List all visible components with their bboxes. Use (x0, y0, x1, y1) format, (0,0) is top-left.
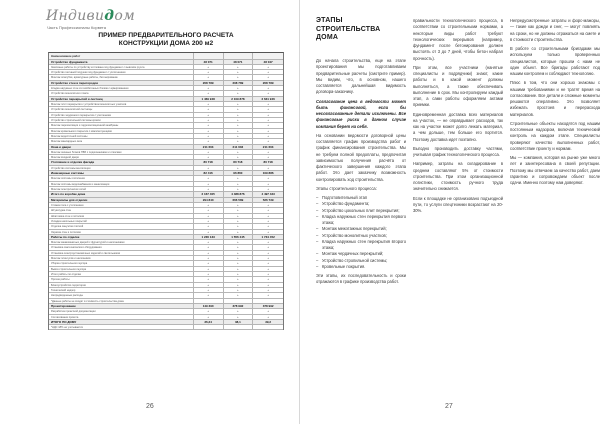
table-cell-name: Стяжка пола с утеплением (49, 203, 194, 207)
table-cell-name: Прочие работы (49, 277, 194, 281)
article-paragraph: Непредусмотренные затраты и форс-мажоры, — такие как дожди и снег, — могут повлиять на сроки, но не должны отражаться на смете и в стоимости строительства. (510, 18, 600, 42)
table-cell-value: + (267, 241, 269, 245)
table-cell-value: + (224, 283, 254, 287)
table-cell-value: 48 071 (194, 60, 224, 64)
list-item: – Устройство монолитных участков; (316, 233, 406, 239)
table-cell-name: Устройство монолитного пояса (49, 91, 194, 95)
table-cell-value: + (194, 65, 224, 69)
table-cell-value: + (267, 267, 269, 271)
table-cell-name: Кладка наружных стен из газобетонных блоков с армированием (49, 86, 194, 90)
table-cell-name: Монтаж входной двери (49, 155, 194, 159)
table-cell-name: Технический надзор (49, 288, 194, 292)
table-cell-name: ИТОГО ПО ДОМУ (49, 320, 194, 324)
table-cell-value (253, 53, 283, 59)
table-cell-name: Монтаж мансардных окон (49, 139, 194, 143)
table-cell-value: + (267, 65, 269, 69)
table-cell-value: + (267, 166, 269, 170)
table-cell-value: + (267, 257, 269, 261)
page-number: 26 (146, 403, 154, 410)
logo-tagline: Часть Профессионалы Корвета (47, 25, 106, 30)
table-cell-name: Согласование проекта (49, 315, 194, 319)
table-cell-value: + (267, 177, 269, 181)
table-cell-name: Благоустройство территории (49, 283, 194, 287)
table-cell-value: + (224, 65, 254, 69)
article-column-1 (316, 58, 406, 289)
table-cell-name: Проектирование (49, 304, 194, 308)
table-cell-value: + (224, 123, 254, 127)
table-cell-value: + (267, 140, 269, 144)
article-paragraph: Мы — компания, которая на рынке уже много лет и заинтересована в своей репутации. Поэтому мы отвечаем за качество работ, даем гарантию и сопровождаем объект после сдачи. Именно поэтому нам доверяют. (510, 155, 600, 185)
table-cell-value: + (194, 86, 224, 90)
table-cell-value: + (267, 262, 269, 266)
article-paragraph: Плюс в том, что они хорошо знакомы с нашими требованиями и не тратят время на согласование. Все детали и сложные моменты решаются оперативно. Это позволяет избежать простоев и перерасхода материалов. (510, 80, 600, 117)
table-cell-name: Устройство стен и перегородок (49, 81, 194, 85)
table-cell-name: Непредвиденные расходы (49, 293, 194, 297)
table-cell-value: + (224, 293, 254, 297)
table-cell-value: + (267, 188, 269, 191)
table-cell-value: + (194, 309, 224, 313)
table-cell-value: 80 718 (224, 160, 254, 164)
table-cell-value: 82 416 (194, 171, 224, 175)
table-cell-value: + (194, 176, 224, 180)
table-cell-value: 4 488 876 (224, 192, 254, 196)
table-cell-value: + (224, 155, 254, 159)
table-cell-value (253, 325, 283, 329)
table-cell-value: + (194, 107, 224, 111)
table-cell-value: 48 047 (263, 59, 273, 64)
article-paragraph: Единовременная доставка всех материалов на участок, — не оправдывает расходов, так как на участке может долго лежать материал, а чем дольше, тем больше его портится. Поэтому доставка идет поэтапно. (413, 111, 503, 142)
table-cell-name: Окна и двери (49, 145, 194, 149)
table-cell-value: + (224, 208, 254, 212)
table-cell-name: Устройство песчаной подушки под фундамент с уплотнением (49, 70, 194, 74)
table-cell-value: + (267, 118, 269, 122)
table-cell-name: Отделка санузлов плиткой (49, 224, 194, 228)
table-cell-value (194, 53, 224, 59)
list-item: – Устройство цокольных плит перекрытия; (316, 208, 406, 214)
table-cell-name: Монтаж межкомнатных дверей с фурнитурой и наличниками (49, 240, 194, 244)
table-cell-value: 211 603 (224, 145, 254, 149)
table-cell-value: + (224, 182, 254, 186)
table-cell-value (194, 299, 224, 303)
table-cell-name: Монтаж опалубки, арматурные работы, бетонирование (49, 75, 194, 79)
table-cell-name: Земляные работы по устройству котлована под фундамент с вывозом грунта (49, 65, 194, 69)
table-cell-name: Монтаж системы отопления (49, 176, 194, 180)
table-cell-value: + (194, 219, 224, 223)
table-cell-name: Монтаж плит перекрытия с устройством монолитных участков (49, 102, 194, 106)
table-cell-name: Уборка строительного мусора (49, 261, 194, 265)
table-cell-value: + (224, 102, 254, 106)
table-cell-value: 666 589 (224, 198, 254, 202)
table-cell-value: 48 071 (224, 60, 254, 64)
table-cell-value: + (194, 224, 224, 228)
table-cell-name: Вывоз строительного мусора (49, 267, 194, 271)
table-cell-value: + (224, 224, 254, 228)
table-cell-value: + (224, 86, 254, 90)
table-cell-value: + (194, 245, 224, 249)
table-cell-value: + (224, 288, 254, 292)
table-cell-name: Монтаж кровельного покрытия с комплектующими (49, 129, 194, 133)
table-cell-value: + (267, 294, 269, 298)
table-cell-value: + (267, 315, 269, 319)
table-cell-value: 2 109 878 (224, 97, 254, 101)
list-item: – Устройство стропильной системы; (316, 258, 406, 264)
table-cell-value: + (224, 267, 254, 271)
table-cell-name: Штукатурка стен (49, 208, 194, 212)
table-cell-value: + (267, 134, 269, 138)
table-cell-value: 149 390 (194, 304, 224, 308)
table-cell-name: Устройство перекрытий и лестниц (49, 97, 194, 101)
table-cell-name: Шпатлевка стен и потолков (49, 214, 194, 218)
article-paragraph: правильности технологического процесса, в соответствии со строительными нормами, а некоторые виды работ требуют технологических перерывов (например, фундамент после бетонирования должен выстоять от 3 до 7 дней, чтобы бетон набрал прочность). (413, 18, 503, 61)
table-cell-value: + (194, 267, 224, 271)
table-cell-value: + (224, 251, 254, 255)
table-cell-value: + (267, 71, 269, 75)
table-cell-value: 96 860 (224, 171, 254, 175)
table-cell-value: + (194, 214, 224, 218)
table-cell-name: Устройство чердачного перекрытия с утеплением (49, 113, 194, 117)
table-cell-value: + (267, 108, 269, 112)
table-cell-value: 2 631 946 (261, 96, 275, 101)
table-cell-value: + (224, 113, 254, 117)
table-cell-value: + (194, 102, 224, 106)
table-cell-value: 294 840 (194, 198, 224, 202)
table-cell-value: + (267, 225, 269, 229)
table-cell-value: + (194, 261, 224, 265)
table-cell-name: Укладка напольных покрытий (49, 219, 194, 223)
table-cell-value: + (194, 251, 224, 255)
table-cell-name: Монтаж электрических сетей (49, 187, 194, 191)
table-cell-value: + (194, 129, 224, 133)
table-cell-value: + (194, 277, 224, 281)
table-cell-name: Устройство стропильной системы кровли (49, 118, 194, 122)
table-cell-value: + (194, 283, 224, 287)
table-cell-value: + (267, 251, 269, 255)
table-cell-name: Разработка проектной документации (49, 309, 194, 313)
table-cell-name: Установка электроустановочных изделий и светильников (49, 251, 194, 255)
table-cell-value: + (194, 150, 224, 154)
table-cell-value: 208 789 (194, 81, 224, 85)
table-cell-value: 2 167 405 (194, 192, 224, 196)
company-logo (46, 8, 135, 32)
table-cell-value: + (267, 310, 269, 314)
table-cell-value: + (224, 129, 254, 133)
table-cell-value: + (224, 240, 254, 244)
table-cell-value: + (267, 203, 269, 207)
table-cell-value: + (224, 75, 254, 79)
list-item: – Кладка наружных стен перекрытия второго этажа; (316, 239, 406, 252)
table-cell-value: + (194, 230, 224, 234)
table-cell-value: + (194, 187, 224, 191)
table-cell-value: + (267, 283, 269, 287)
table-cell-value: + (194, 155, 224, 159)
table-cell-value: + (267, 273, 269, 276)
table-cell-name: Устройство системы вентиляции (49, 166, 194, 170)
table-cell-value: + (267, 246, 269, 250)
table-cell-value: 80 718 (263, 160, 273, 165)
table-cell-value: 1 469 948 (194, 97, 224, 101)
article-paragraph: Эти этапы, их последовательность и сроки отражаются в графике производства работ. (316, 273, 406, 285)
table-cell-value: + (267, 278, 269, 282)
table-cell-value: 80 718 (194, 160, 224, 164)
table-cell-name: Установка сантехнического оборудования (49, 245, 194, 249)
table-cell-value: + (267, 92, 269, 96)
table-cell-value: 109 886 (262, 171, 274, 176)
estimate-table (48, 52, 284, 330)
table-cell-value: + (194, 123, 224, 127)
table-cell-value: 1 734 452 (261, 234, 275, 239)
table-cell-value: + (194, 70, 224, 74)
article-heading: ЭТАПЫ СТРОИТЕЛЬСТВА ДОМА (316, 17, 381, 42)
table-cell-value: + (194, 288, 224, 292)
article-paragraph: До начала строительства, еще на этапе проектирования мы подготавливаем предварительные расчеты (смотрите пример). Мы видим, что, в основном, нашего составляется дальнейшая видимость договора-заказчику. (316, 58, 406, 95)
table-cell-value: + (224, 309, 254, 313)
table-cell-value: + (194, 272, 224, 276)
table-cell-name: Окраска стен и потолков (49, 230, 194, 234)
table-cell-value: + (224, 315, 254, 319)
table-cell-value: + (224, 91, 254, 95)
table-cell-name: Утепление и отделка фасада (49, 160, 194, 164)
logo-wordmark: Индивидом (46, 8, 135, 24)
article-paragraph: На основании ведомости договорной цены составляется график производства работ и график финансирования строительства. Мы не требуем полной предоплаты, предпочитая зависимостью получения расчёта от фактического завершения каждого этапа работ. Это дает заказчику возможность контролировать ход строительства. (316, 132, 406, 182)
table-cell-value: + (194, 166, 224, 170)
table-cell-value: + (224, 176, 254, 180)
list-item: – Кладка наружных стен перекрытия первого этажа; (316, 214, 406, 227)
article-paragraph: Если к площадке не организовано подъездной пути, то услуги спецтехники возрастают на 20-30%. (413, 195, 503, 213)
table-cell-value: + (224, 256, 254, 260)
table-cell-value: + (194, 139, 224, 143)
table-cell-value: + (194, 208, 224, 212)
article-paragraph: Выгодно производить доставку частями, учитывая график технологического процесса. (413, 145, 503, 157)
table-cell-value: + (224, 277, 254, 281)
right-page (300, 0, 600, 424)
table-cell-value: + (224, 261, 254, 265)
table-cell-value: + (194, 113, 224, 117)
table-cell-name: Материалы для отделки (49, 198, 194, 202)
table-cell-value: 1 556 445 (224, 235, 254, 239)
table-cell-value (224, 325, 254, 329)
table-cell-value: + (224, 139, 254, 143)
table-cell-value: 4 497 423 (261, 192, 275, 197)
table-cell-value: + (194, 203, 224, 207)
stages-list (316, 195, 406, 270)
table-cell-value (224, 53, 254, 59)
table-cell-name: Инженерные системы (49, 171, 194, 175)
table-cell-value: + (224, 150, 254, 154)
table-cell-name: Работы по отделке (49, 235, 194, 239)
table-cell-value: 211 603 (262, 144, 274, 149)
table-cell-value: + (267, 113, 269, 117)
table-cell-name: Монтаж плинтусов и наличников (49, 256, 194, 260)
list-item: – Устройство фундамента; (316, 201, 406, 207)
table-cell-value: 378 992 (262, 303, 274, 308)
table-cell-name: Монтаж водосточной системы (49, 134, 194, 138)
table-cell-value: + (224, 245, 254, 249)
table-cell-value: + (224, 70, 254, 74)
table-cell-value: + (267, 209, 269, 213)
list-item: – Кровельные покрытия. (316, 264, 406, 270)
table-cell-value: + (194, 134, 224, 138)
table-cell-value: + (194, 240, 224, 244)
table-cell-value: + (267, 219, 269, 223)
table-cell-value: + (194, 75, 224, 79)
list-item: – Монтаж межэтажных перекрытий; (316, 226, 406, 232)
table-cell-name: Монтаж оконных блоков ПВХ с подоконниками и откосами (49, 150, 194, 154)
table-cell-value (253, 299, 283, 303)
article-paragraph: При этом, все участники (нанятые специалисты и подрядчики) знают, какие работы и в какой момент должны выполняться, а также обеспечивать выполнение в срок. Мы контролируем каждый этап, а сами работы оформляем актами приемки. (413, 64, 503, 108)
table-cell-value: + (267, 124, 269, 128)
table-cell-value: + (194, 118, 224, 122)
table-cell-value: + (224, 230, 254, 234)
table-cell-value: 211 603 (194, 145, 224, 149)
table-cell-value: 378 992 (224, 304, 254, 308)
table-cell-value: + (194, 256, 224, 260)
table-cell-name: Итого работы по отделке (49, 272, 194, 276)
article-column-2 (413, 18, 503, 217)
table-cell-value: + (224, 219, 254, 223)
table-cell-value: + (224, 214, 254, 218)
table-cell-value: + (267, 129, 269, 133)
table-cell-value: + (224, 166, 254, 170)
table-cell-value: + (267, 214, 269, 218)
table-cell-value: 38,1 (224, 320, 254, 324)
table-cell-value: 1 236 133 (194, 235, 224, 239)
article-paragraph: В работе со строительными бригадами мы используем только проверенных специалистов, которые прошли с нами не один объект. Все бригады работают под нашим контролем и соблюдают технологию. (510, 46, 600, 76)
table-cell-value (224, 299, 254, 303)
table-cell-name: *НДС 18% не учитывается (49, 325, 194, 329)
table-cell-value: + (267, 182, 269, 186)
table-cell-value: + (267, 87, 269, 91)
table-cell-name: Монтаж пароизоляции и гидроизоляционной мембраны (49, 123, 194, 127)
article-paragraph: Согласование цена в ведомости может быть финансовой, если бы несогласованные детали исключены. Все финансовые риски в данном случае компания берет на себя. (316, 98, 406, 129)
table-cell-name: Устройство монолитной лестницы (49, 107, 194, 111)
table-cell-name: *Данные работы не входят в стоимость строительства дома (49, 299, 194, 303)
table-cell-value (194, 325, 224, 329)
table-cell-value: + (224, 118, 254, 122)
table-cell-value: + (267, 288, 269, 292)
table-cell-value: 36,24 (194, 320, 224, 324)
list-item: – Монтаж чердачных перекрытий; (316, 251, 406, 257)
table-cell-value: + (267, 103, 269, 106)
table-cell-value: + (267, 230, 269, 234)
estimate-title: ПРИМЕР ПРЕДВАРИТЕЛЬНОГО РАСЧЕТА КОНСТРУКЦИИ ДОМА 200 м2 (98, 32, 234, 48)
table-cell-value: + (267, 76, 269, 80)
article-paragraph: Строительные объекты находятся под нашим постоянным надзором, включая технический контроль на каждом этапе. Специалисты проверяют качество выполненных работ, соответствие проекту и нормам. (510, 120, 600, 151)
table-cell-value: 208 789 (262, 80, 274, 85)
list-item: – Подготовительный этап (316, 195, 406, 201)
table-cell-value: 39,2 (265, 319, 272, 324)
table-cell-value: + (224, 272, 254, 276)
table-cell-value: + (194, 293, 224, 297)
table-cell-value: 526 739 (262, 197, 274, 202)
table-cell-name: Монтаж системы водоснабжения и канализации (49, 182, 194, 186)
table-cell-value: + (267, 156, 269, 160)
page-number: 27 (445, 403, 453, 410)
table-cell-value: + (194, 315, 224, 319)
article-paragraph: Этапы строительного процесса: (316, 185, 377, 191)
table-cell-value: + (267, 150, 269, 154)
table-cell-value: + (194, 91, 224, 95)
article-column-3 (510, 18, 600, 189)
article-paragraph: Например, затраты на складирование в среднем составляют 5% от стоимости строительства. При этом организационной логистики, стоимость ручного труда значительно снижается. (413, 161, 503, 192)
table-cell-value: + (224, 134, 254, 138)
table-cell-value: + (224, 203, 254, 207)
table-cell-value: + (194, 182, 224, 186)
table-cell-value: + (224, 187, 254, 191)
table-cell-name: Итого по коробке дома (49, 192, 194, 196)
table-cell-name: Устройство фундамента (49, 60, 194, 64)
table-cell-name: Наименование работ (49, 53, 194, 59)
table-row (49, 325, 283, 330)
table-cell-value: + (224, 107, 254, 111)
table-cell-value: 208 789 (224, 81, 254, 85)
